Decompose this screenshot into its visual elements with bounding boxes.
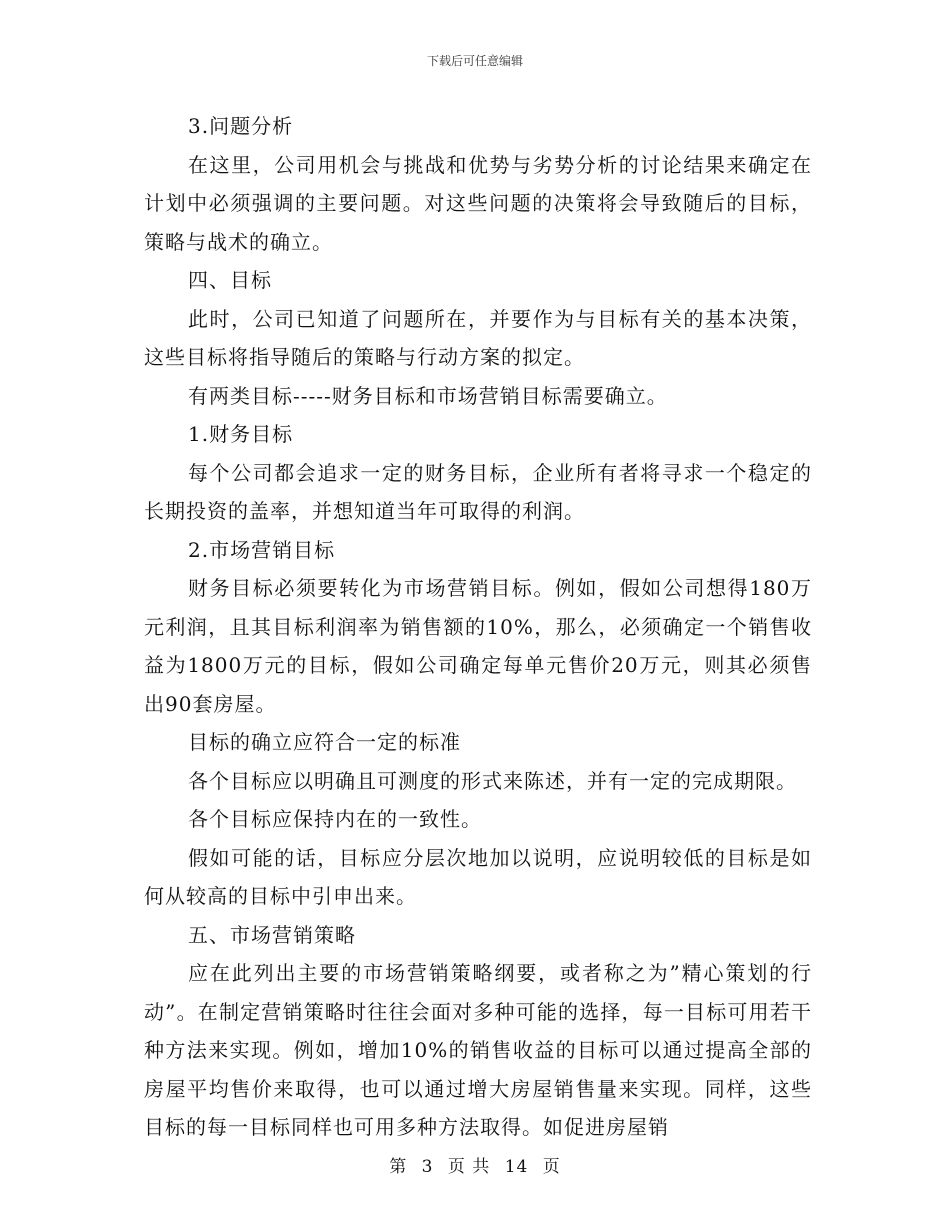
paragraph: 在这里，公司用机会与挑战和优势与劣势分析的讨论结果来确定在计划中必须强调的主要问题。对这些问题的决策将会导致随后的目标，策略与战术的确立。 [144, 152, 812, 254]
page-header: 下载后可任意编辑 [426, 54, 523, 68]
paragraph: 应在此列出主要的市场营销策略纲要，或者称之为”精心策划的行动”。在制定营销策略时往往会面对多种可能的选择，每一目标可用若干种方法来实现。例如，增加10%的销售收益的目标可以通过提高全部的房屋平均售价来取得，也可以通过增大房屋销售量来实现。同样，这些目标的每一目标同样也可用多种方法取得。如促进房屋销 [144, 961, 812, 1139]
heading-marketing-goals: 2.市场营销目标 [188, 537, 336, 562]
heading-section-four: 四、目标 [188, 268, 272, 292]
paragraph: 各个目标应保持内在的一致性。 [188, 807, 482, 831]
heading-section-five: 五、市场营销策略 [188, 922, 356, 947]
footer-middle: 页 共 [447, 1157, 491, 1177]
footer-suffix: 页 [542, 1157, 561, 1177]
page-footer [0, 1152, 950, 1177]
footer-prefix: 第 [389, 1157, 408, 1177]
paragraph: 目标的确立应符合一定的标准 [188, 730, 461, 754]
footer-page-number: 3 [421, 1157, 434, 1177]
paragraph: 假如可能的话，目标应分层次地加以说明，应说明较低的目标是如何从较高的目标中引申出来。 [144, 845, 812, 908]
paragraph: 各个目标应以明确且可测度的形式来陈述，并有一定的完成期限。 [188, 768, 797, 793]
heading-problem-analysis: 3.问题分析 [188, 114, 294, 138]
paragraph: 财务目标必须要转化为市场营销目标。例如，假如公司想得180万元利润，且其目标利润率为销售额的10%，那么，必须确定一个销售收益为1800万元的目标，假如公司确定每单元售价20万元，则其必须售出90套房屋。 [144, 576, 812, 716]
paragraph: 每个公司都会追求一定的财务目标，企业所有者将寻求一个稳定的长期投资的盖率，并想知道当年可取得的利润。 [144, 460, 812, 523]
footer-total-pages: 14 [504, 1157, 529, 1177]
heading-financial-goals: 1.财务目标 [188, 422, 294, 446]
paragraph: 有两类目标-----财务目标和市场营销目标需要确立。 [188, 383, 668, 408]
paragraph: 此时，公司已知道了问题所在，并要作为与目标有关的基本决策，这些目标将指导随后的策略与行动方案的拟定。 [144, 306, 812, 369]
document-body [144, 107, 812, 1147]
